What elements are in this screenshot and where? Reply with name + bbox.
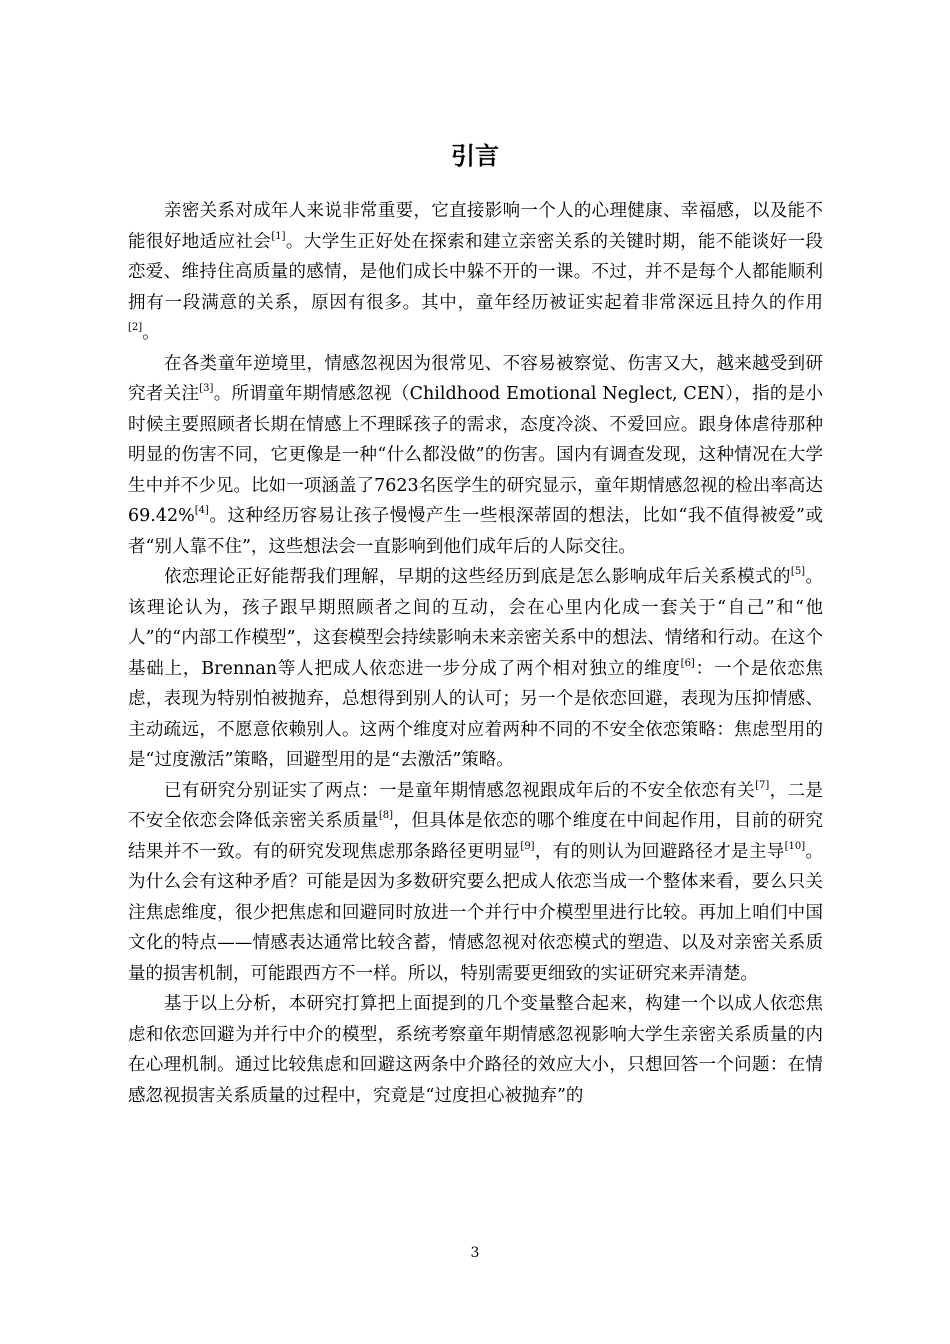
body-text bbox=[128, 196, 823, 1111]
page-title: 引言 bbox=[451, 142, 499, 170]
paragraph-text: 。这种经历容易让孩子慢慢产生一些根深蒂固的想法，比如“我不值得被爱”或者“别人靠不住”，这些想法会一直影响到他们成年后的人际交往。 bbox=[128, 506, 823, 557]
paragraph-text: ，但具体是依恋的哪个维度在中间起作用，目前的研究结果并不一致。有的研究发现焦虑那条路径更明显 bbox=[128, 811, 824, 862]
paragraph-3 bbox=[128, 562, 823, 776]
paragraph-text: ：一个是依恋焦虑，表现为特别怕被抛弃，总想得到别人的认可；另一个是依恋回避，表现为压抑情感、主动疏远，不愿意依赖别人。这两个维度对应着两种不同的不安全依恋策略：焦虑型用的是“过度激活”策略，回避型用的是“去激活”策略。 bbox=[128, 658, 824, 770]
paragraph-text: 。大学生正好处在探索和建立亲密关系的关键时期，能不能谈好一段恋爱、维持住高质量的感情，是他们成长中躲不开的一课。不过，并不是每个人都能顺利拥有一段满意的关系，原因有很多。其中，童年经历被证实起着非常深远且持久的作用 bbox=[128, 231, 824, 313]
citation-ref: [1] bbox=[271, 230, 286, 242]
paragraph-2 bbox=[128, 349, 823, 563]
paragraph-4 bbox=[128, 776, 823, 990]
paragraph-text: 在各类童年逆境里，情感忽视因为很常见、不容易被察觉、伤害又大，越来越受到研究者关注 bbox=[128, 353, 823, 404]
citation-ref: [7] bbox=[755, 779, 770, 791]
paragraph-text: ，二是不安全依恋会降低亲密关系质量 bbox=[128, 780, 824, 831]
citation-ref: [4] bbox=[194, 505, 209, 516]
paragraph-text: 依恋理论正好能帮我们理解，早期的这些经历到底是怎么影响成年后关系模式的 bbox=[164, 567, 791, 587]
page-number: 3 bbox=[470, 1245, 480, 1261]
paragraph-text: 亲密关系对成年人来说非常重要，它直接影响一个人的心理健康、幸福感，以及能不能很好地适应社会 bbox=[128, 201, 823, 252]
citation-ref: [3] bbox=[199, 383, 214, 394]
citation-ref: [5] bbox=[790, 566, 806, 577]
paragraph-text: 。 bbox=[142, 323, 160, 343]
paragraph-5 bbox=[128, 989, 823, 1111]
paragraph-text: 。所谓童年期情感忽视（Childhood Emotional Neglect, CEN），指的是小时候主要照顾者长期在情感上不理睬孩子的需求，态度冷淡、不爱回应。跟身体虐待那种明显的伤害不同，它更像是一种“什么都没做”的伤害。国内有调查发现，这种情况在大学生中并不少见。比如一项涵盖了7623名医学生的研究显示，童年期情感忽视的检出率高达69.42% bbox=[128, 384, 824, 526]
paragraph-1 bbox=[128, 196, 823, 349]
paragraph-text: 。该理论认为，孩子跟早期照顾者之间的互动，会在心里内化成一套关于“自己”和“他人”的“内部工作模型”，这套模型会持续影响未来亲密关系中的想法、情绪和行动。在这个基础上，Brennan等人把成人依恋进一步分成了两个相对独立的维度 bbox=[128, 567, 824, 679]
citation-ref: [8] bbox=[378, 810, 394, 821]
paragraph-text: 已有研究分别证实了两点：一是童年期情感忽视跟成年后的不安全依恋有关 bbox=[164, 780, 756, 801]
paragraph-text: 。为什么会有这种矛盾？可能是因为多数研究要么把成人依恋当成一个整体来看，要么只关注焦虑维度，很少把焦虑和回避同时放进一个并行中介模型里进行比较。再加上咱们中国文化的特点——情感表达通常比较含蓄，情感忽视对依恋模式的塑造、以及对亲密关系质量的损害机制，可能跟西方不一样。所以，特别需要更细致的实证研究来弄清楚。 bbox=[128, 841, 824, 984]
paragraph-text: ，有的则认为回避路径才是主导 bbox=[534, 841, 785, 862]
citation-ref: [9] bbox=[520, 840, 535, 852]
paragraph-text: 基于以上分析，本研究打算把上面提到的几个变量整合起来，构建一个以成人依恋焦虑和依恋回避为并行中介的模型，系统考察童年期情感忽视影响大学生亲密关系质量的内在心理机制。通过比较焦虑和回避这两条中介路径的效应大小，只想回答一个问题：在情感忽视损害关系质量的过程中，究竟是“过度担心被抛弃”的 bbox=[128, 994, 823, 1106]
citation-ref: [2] bbox=[128, 322, 143, 333]
citation-ref: [10] bbox=[784, 840, 806, 852]
citation-ref: [6] bbox=[680, 657, 695, 669]
